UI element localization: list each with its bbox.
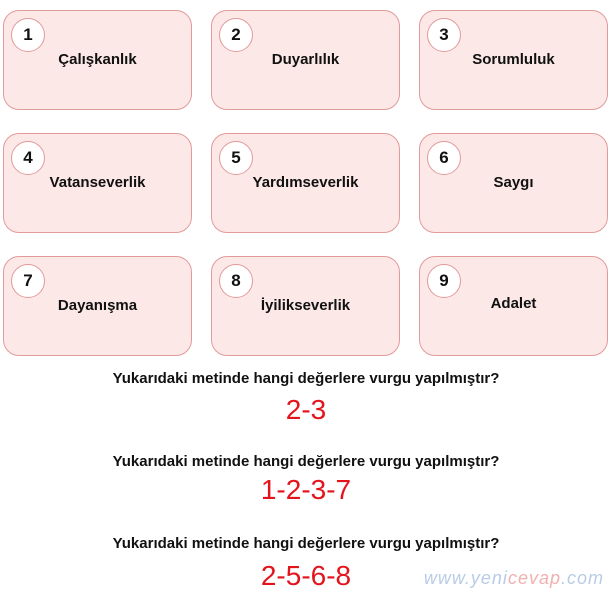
card-number-badge: 4 (11, 141, 45, 175)
watermark-part-2: cevap (507, 568, 561, 588)
card-number-badge: 2 (219, 18, 253, 52)
card-number-badge: 5 (219, 141, 253, 175)
watermark (424, 568, 604, 589)
card-label: Çalışkanlık (58, 51, 137, 68)
card-label: Dayanışma (57, 297, 138, 314)
value-card-9 (419, 256, 608, 356)
question-3: Yukarıdaki metinde hangi değerlere vurgu yapılmıştır? (112, 535, 500, 552)
value-card-7 (3, 256, 192, 356)
value-card-3 (419, 10, 608, 110)
card-label: Vatanseverlik (49, 174, 146, 191)
card-number-badge: 3 (427, 18, 461, 52)
card-label: İyilikseverlik (260, 297, 351, 314)
card-number-badge: 7 (11, 264, 45, 298)
question-1: Yukarıdaki metinde hangi değerlere vurgu yapılmıştır? (112, 370, 500, 387)
value-card-5 (211, 133, 400, 233)
card-label: Sorumluluk (472, 51, 555, 68)
value-card-4 (3, 133, 192, 233)
value-card-6 (419, 133, 608, 233)
value-card-8 (211, 256, 400, 356)
card-label: Duyarlılık (271, 51, 340, 68)
value-card-1 (3, 10, 192, 110)
card-number-badge: 1 (11, 18, 45, 52)
answer-1: 2-3 (285, 394, 327, 425)
card-label: Saygı (493, 174, 534, 191)
card-number-badge: 6 (427, 141, 461, 175)
card-label: Yardımseverlik (252, 174, 359, 191)
watermark-part-1: www.yeni (423, 568, 508, 588)
question-2: Yukarıdaki metinde hangi değerlere vurgu yapılmıştır? (112, 453, 500, 470)
answer-3: 2-5-6-8 (260, 560, 352, 591)
value-card-2 (211, 10, 400, 110)
answer-2: 1-2-3-7 (260, 474, 352, 505)
card-number-badge: 9 (427, 264, 461, 298)
watermark-part-3: .com (560, 568, 604, 588)
card-label: Adalet (490, 295, 537, 312)
card-number-badge: 8 (219, 264, 253, 298)
